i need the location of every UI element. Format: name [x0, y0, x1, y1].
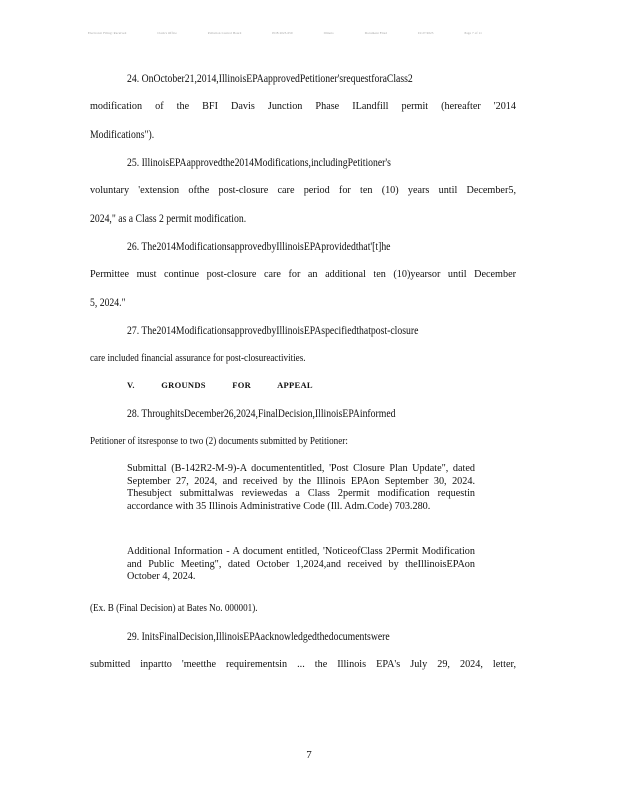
paragraph-28-line: Petitioner of itsresponse to two (2) documents submitted by Petitioner: — [90, 436, 348, 447]
page-number: 7 — [306, 749, 312, 761]
paragraph-29-line: 29. InitsFinalDecision,IllinoisEPAacknowledgedthedocumentswere — [127, 631, 390, 643]
stamp-field: 01/27/2025 — [417, 31, 434, 35]
block-quote-submittal: Submittal (B-142R2-M-9)-A documententitled, 'Post Closure Plan Update", dated September 27, 2024, and received by the Illinois EPAon September 30, 2024. Thesubject submittalwas reviewedas a Class 2permit modification requestin accordance with 35 Illinois Administrative Code (Ill. Adm.Code) 703.280. — [127, 463, 475, 512]
stamp-field: Page 7 of 11 — [464, 31, 482, 35]
section-title-word: GROUNDS — [161, 380, 206, 390]
stamp-field: PCB 2025-059 — [272, 31, 293, 35]
stamp-field: Clerk's Office — [157, 31, 177, 35]
paragraph-25-line: 25. IllinoisEPAapprovedthe2014Modifications,includingPetitioner's — [127, 157, 391, 169]
paragraph-24-line: Modifications"). — [90, 129, 155, 141]
stamp-field: Document Filed — [364, 31, 387, 35]
paragraph-25-line: 2024," as a Class 2 permit modification. — [90, 213, 247, 225]
section-title-word: FOR — [232, 380, 252, 390]
stamp-field: Illinois — [323, 31, 334, 35]
paragraph-26-line: 26. The2014ModificationsapprovedbyIllinoisEPAprovidedthat'[t]he — [127, 241, 391, 253]
paragraph-24-line: modification of the BFI Davis Junction Phase ILandfill permit (hereafter '2014 — [90, 101, 516, 112]
paragraph-26-line: 5, 2024." — [90, 297, 126, 309]
section-heading — [127, 380, 337, 390]
paragraph-26-line: Permittee must continue post-closure care for an additional ten (10)yearsor until December — [90, 269, 516, 280]
block-quote-additional-information: Additional Information - A document entitled, 'NoticeofClass 2Permit Modification and Public Meeting", dated October 1,2024,and received by theIllinoisEPAon October 4, 2024. — [127, 546, 475, 583]
paragraph-24-line: 24. OnOctober21,2014,IllinoisEPAapprovedPetitioner'srequestforaClass2 — [127, 73, 413, 85]
section-title-word: APPEAL — [277, 380, 313, 390]
paragraph-28-line: 28. ThroughitsDecember26,2024,FinalDecision,IllinoisEPAinformed — [127, 408, 396, 420]
paragraph-29-line: submitted inpartto 'meetthe requirementsin ... the Illinois EPA's July 29, 2024, letter, — [90, 659, 516, 670]
paragraph-27-line: 27. The2014ModificationsapprovedbyIllinoisEPAspecifiedthatpost-closure — [127, 325, 419, 337]
exhibit-citation: (Ex. B (Final Decision) at Bates No. 000001). — [90, 603, 258, 614]
paragraph-25-line: voluntary 'extension ofthe post-closure care period for ten (10) years until December5, — [90, 185, 516, 196]
stamp-field: Pollution Control Board — [207, 31, 242, 35]
section-number: V. — [127, 380, 135, 390]
filing-stamp-header — [88, 31, 508, 35]
paragraph-27-line: care included financial assurance for post-closureactivities. — [90, 353, 306, 364]
stamp-field: Electronic Filing: Received — [88, 31, 127, 35]
